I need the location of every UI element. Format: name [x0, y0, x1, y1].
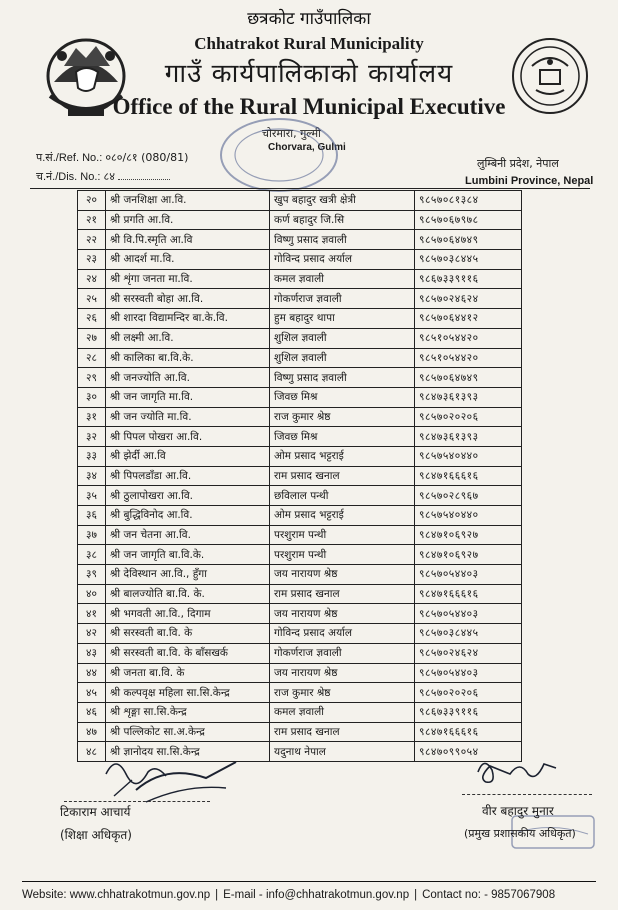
cell-serial: ३९ — [78, 565, 106, 585]
cell-phone: ९८५७०२०२०६ — [415, 407, 522, 427]
table-row — [78, 309, 522, 329]
cell-school-name: श्री आदर्श मा.वि. — [106, 250, 270, 270]
table-row — [78, 387, 522, 407]
table-row — [78, 368, 522, 388]
cell-contact-person: कमल ज्ञवाली — [270, 269, 415, 289]
cell-contact-person: खुप बहादुर खत्री क्षेत्री — [270, 191, 415, 211]
cell-contact-person: गोकर्णराज ज्ञवाली — [270, 643, 415, 663]
cell-school-name: श्री जन चेतना आ.वि. — [106, 525, 270, 545]
footer: Website: www.chhatrakotmun.gov.np | E-mail - info@chhatrakotmun.gov.np | Contact no: - 9857067908 — [22, 889, 556, 901]
cell-serial: २२ — [78, 230, 106, 250]
cell-serial: ४४ — [78, 663, 106, 683]
cell-phone: ९८५७०३८४४५ — [415, 250, 522, 270]
cell-contact-person: जय नारायण श्रेष्ठ — [270, 565, 415, 585]
cell-phone: ९८५७०६४७४९ — [415, 368, 522, 388]
cell-school-name: श्री शारदा विद्यामन्दिर बा.के.वि. — [106, 309, 270, 329]
cell-contact-person: हुम बहादुर थापा — [270, 309, 415, 329]
cell-phone: ९८५७०६४४१२ — [415, 309, 522, 329]
cell-school-name: श्री झेर्दी आ.वि — [106, 446, 270, 466]
cell-contact-person: शुशिल ज्ञवाली — [270, 348, 415, 368]
cell-school-name: श्री जनशिक्षा आ.वि. — [106, 191, 270, 211]
signature-line-right — [462, 794, 592, 795]
cell-phone: ९८५७०६७९७८ — [415, 210, 522, 230]
table-row — [78, 565, 522, 585]
cell-phone: ९८५७०२८९६७ — [415, 486, 522, 506]
office-name-np: गाउँ कार्यपालिकाको कार्यालय — [164, 59, 454, 89]
cell-school-name: श्री सरस्वती बोहा आ.वि. — [106, 289, 270, 309]
cell-contact-person: शुशिल ज्ञवाली — [270, 328, 415, 348]
cell-contact-person: जय नारायण श्रेष्ठ — [270, 663, 415, 683]
table-row — [78, 210, 522, 230]
cell-phone: ९८५७०५४४०३ — [415, 565, 522, 585]
table-row — [78, 643, 522, 663]
table-row — [78, 722, 522, 742]
cell-phone: ९८६७३३९११६ — [415, 702, 522, 722]
cell-serial: ४० — [78, 584, 106, 604]
table-row — [78, 584, 522, 604]
cell-school-name: श्री पिपल पोखरा आ.वि. — [106, 427, 270, 447]
cell-serial: २८ — [78, 348, 106, 368]
cell-serial: २७ — [78, 328, 106, 348]
cell-phone: ९८४७३६१३९३ — [415, 427, 522, 447]
cell-phone: ९८५७०५४४०३ — [415, 663, 522, 683]
table-row — [78, 466, 522, 486]
cell-serial: ३१ — [78, 407, 106, 427]
cell-phone: ९८४७१६६६१६ — [415, 466, 522, 486]
cell-serial: ३८ — [78, 545, 106, 565]
cell-serial: ४३ — [78, 643, 106, 663]
table-row — [78, 348, 522, 368]
cell-school-name: श्री ठुलापोखरा आ.वि. — [106, 486, 270, 506]
signatory-right-title: (प्रमुख प्रशासकीय अधिकृत) — [464, 827, 576, 840]
school-contact-table — [77, 190, 522, 762]
cell-contact-person: विष्णु प्रसाद ज्ञवाली — [270, 368, 415, 388]
cell-school-name: श्री भगवती आ.वि., दिगाम — [106, 604, 270, 624]
cell-school-name: श्री बालज्योति बा.वि. के. — [106, 584, 270, 604]
cell-contact-person: राम प्रसाद खनाल — [270, 584, 415, 604]
cell-phone: ९८५१०५४४२० — [415, 348, 522, 368]
table-row — [78, 683, 522, 703]
table-row — [78, 250, 522, 270]
municipality-name-np: छत्रकोट गाउँपालिका — [247, 9, 371, 29]
dis-value: ८४ — [103, 170, 115, 183]
cell-school-name: श्री जन ज्योति मा.वि. — [106, 407, 270, 427]
cell-phone: ९८४७०९९०५४ — [415, 742, 522, 762]
cell-phone: ९८४७१०६९२७ — [415, 525, 522, 545]
cell-school-name: श्री ज्ञानोदय सा.सि.केन्द्र — [106, 742, 270, 762]
cell-school-name: श्री जन जागृति मा.वि. — [106, 387, 270, 407]
cell-phone: ९८५१०५४४२० — [415, 328, 522, 348]
cell-contact-person: राम प्रसाद खनाल — [270, 466, 415, 486]
signature-line-left — [64, 801, 210, 802]
table-row — [78, 624, 522, 644]
table-row — [78, 702, 522, 722]
cell-contact-person: ओम प्रसाद भट्टराई — [270, 506, 415, 526]
cell-school-name: श्री पल्लिकोट सा.अ.केन्द्र — [106, 722, 270, 742]
dis-label: च.नं./Dis. No.: — [36, 171, 101, 183]
cell-contact-person: राज कुमार श्रेष्ठ — [270, 683, 415, 703]
cell-phone: ९८४७१०६९२७ — [415, 545, 522, 565]
cell-serial: ४७ — [78, 722, 106, 742]
table-row — [78, 407, 522, 427]
cell-contact-person: जिवछ मिश्र — [270, 427, 415, 447]
cell-school-name: श्री सरस्वती बा.वि. के बाँसखर्क — [106, 643, 270, 663]
cell-school-name: श्री प्रगति आ.वि. — [106, 210, 270, 230]
cell-serial: २० — [78, 191, 106, 211]
cell-school-name: श्री शृङ्गा सा.सि.केन्द्र — [106, 702, 270, 722]
dotted-fill — [118, 179, 170, 180]
table-row — [78, 545, 522, 565]
cell-school-name: श्री कल्पवृक्ष महिला सा.सि.केन्द्र — [106, 683, 270, 703]
table-row — [78, 486, 522, 506]
cell-phone: ९८५७५४०४४० — [415, 506, 522, 526]
footer-divider — [22, 881, 596, 882]
cell-phone: ९८४७१६६६१६ — [415, 722, 522, 742]
cell-phone: ९८५७०२४६२४ — [415, 289, 522, 309]
cell-contact-person: गोकर्णराज ज्ञवाली — [270, 289, 415, 309]
cell-school-name: श्री जनता बा.वि. के — [106, 663, 270, 683]
cell-contact-person: छविलाल पन्थी — [270, 486, 415, 506]
cell-serial: ४२ — [78, 624, 106, 644]
province-en: Lumbini Province, Nepal — [465, 175, 594, 187]
cell-contact-person: कमल ज्ञवाली — [270, 702, 415, 722]
cell-school-name: श्री पिपलडाँडा आ.वि. — [106, 466, 270, 486]
cell-contact-person: परशुराम पन्थी — [270, 525, 415, 545]
cell-school-name: श्री बुद्धिविनोद आ.वि. — [106, 506, 270, 526]
table-row — [78, 663, 522, 683]
dispatch-number — [36, 169, 170, 184]
cell-serial: २३ — [78, 250, 106, 270]
address-np: चोरमारा, गुल्मी — [262, 127, 321, 140]
signatory-right-name: वीर बहादुर मुनार — [482, 804, 554, 818]
cell-serial: ३३ — [78, 446, 106, 466]
cell-phone: ९८५७०८१३८४ — [415, 191, 522, 211]
cell-phone: ९८५७०२४६२४ — [415, 643, 522, 663]
cell-serial: २६ — [78, 309, 106, 329]
cell-serial: ४६ — [78, 702, 106, 722]
cell-contact-person: राम प्रसाद खनाल — [270, 722, 415, 742]
cell-serial: ३४ — [78, 466, 106, 486]
cell-phone: ९८५७०५४४०३ — [415, 604, 522, 624]
footer-website: Website: www.chhatrakotmun.gov.np — [22, 889, 211, 901]
ref-label: प.सं./Ref. No.: — [36, 152, 103, 164]
table-row — [78, 446, 522, 466]
cell-contact-person: परशुराम पन्थी — [270, 545, 415, 565]
table-row — [78, 191, 522, 211]
cell-contact-person: गोविन्द प्रसाद अर्याल — [270, 250, 415, 270]
cell-contact-person: राज कुमार श्रेष्ठ — [270, 407, 415, 427]
cell-school-name: श्री शृंगा जनता मा.वि. — [106, 269, 270, 289]
address-en: Chorvara, Gulmi — [268, 142, 346, 153]
province-np: लुम्बिनी प्रदेश, नेपाल — [477, 157, 559, 170]
cell-serial: ३० — [78, 387, 106, 407]
cell-contact-person: ओम प्रसाद भट्टराई — [270, 446, 415, 466]
table-row — [78, 230, 522, 250]
cell-serial: २९ — [78, 368, 106, 388]
cell-serial: ४१ — [78, 604, 106, 624]
cell-school-name: श्री वि.पि.स्मृति आ.वि — [106, 230, 270, 250]
office-stamp-icon — [214, 112, 344, 198]
cell-phone: ९८५७०३८४४५ — [415, 624, 522, 644]
cell-phone: ९८४७३६१३९३ — [415, 387, 522, 407]
office-name-en: Office of the Rural Municipal Executive — [112, 94, 506, 119]
cell-contact-person: जय नारायण श्रेष्ठ — [270, 604, 415, 624]
cell-contact-person: जिवछ मिश्र — [270, 387, 415, 407]
table-row — [78, 289, 522, 309]
table-row — [78, 506, 522, 526]
cell-phone: ९८५७०२०२०६ — [415, 683, 522, 703]
cell-serial: ३७ — [78, 525, 106, 545]
cell-phone: ९८४७१६६६१६ — [415, 584, 522, 604]
letterhead-divider — [30, 188, 590, 189]
reference-number — [36, 150, 188, 165]
ref-value: ०८०/८१ (080/81) — [105, 151, 189, 164]
cell-contact-person: कर्ण बहादुर जि.सि — [270, 210, 415, 230]
cell-contact-person: यदुनाथ नेपाल — [270, 742, 415, 762]
cell-school-name: श्री जनज्योति आ.वि. — [106, 368, 270, 388]
cell-serial: ३६ — [78, 506, 106, 526]
cell-school-name: श्री देविस्थान आ.वि., हुँगा — [106, 565, 270, 585]
table-row — [78, 269, 522, 289]
table-row — [78, 525, 522, 545]
cell-school-name: श्री सरस्वती बा.वि. के — [106, 624, 270, 644]
cell-serial: ३२ — [78, 427, 106, 447]
table-row — [78, 328, 522, 348]
table-body — [78, 191, 522, 762]
cell-serial: २५ — [78, 289, 106, 309]
footer-contact: Contact no: - 9857067908 — [422, 889, 556, 901]
municipality-name-en: Chhatrakot Rural Municipality — [194, 34, 424, 53]
cell-serial: २१ — [78, 210, 106, 230]
cell-contact-person: गोविन्द प्रसाद अर्याल — [270, 624, 415, 644]
footer-email: E-mail - info@chhatrakotmun.gov.np — [223, 889, 410, 901]
cell-contact-person: विष्णु प्रसाद ज्ञवाली — [270, 230, 415, 250]
cell-serial: ३५ — [78, 486, 106, 506]
cell-serial: ४८ — [78, 742, 106, 762]
cell-school-name: श्री जन जागृति बा.वि.के. — [106, 545, 270, 565]
cell-serial: २४ — [78, 269, 106, 289]
table-row — [78, 427, 522, 447]
cell-serial: ४५ — [78, 683, 106, 703]
cell-phone: ९८६७३३९११६ — [415, 269, 522, 289]
cell-phone: ९८५७०६४७४९ — [415, 230, 522, 250]
cell-school-name: श्री कालिका बा.वि.के. — [106, 348, 270, 368]
signatory-left-name: टिकाराम आचार्य — [60, 805, 131, 819]
signature-right-icon — [470, 752, 560, 792]
signatory-left-title: (शिक्षा अधिकृत) — [60, 828, 132, 842]
cell-school-name: श्री लक्ष्मी आ.वि. — [106, 328, 270, 348]
cell-phone: ९८५७५४०४४० — [415, 446, 522, 466]
table-row — [78, 604, 522, 624]
